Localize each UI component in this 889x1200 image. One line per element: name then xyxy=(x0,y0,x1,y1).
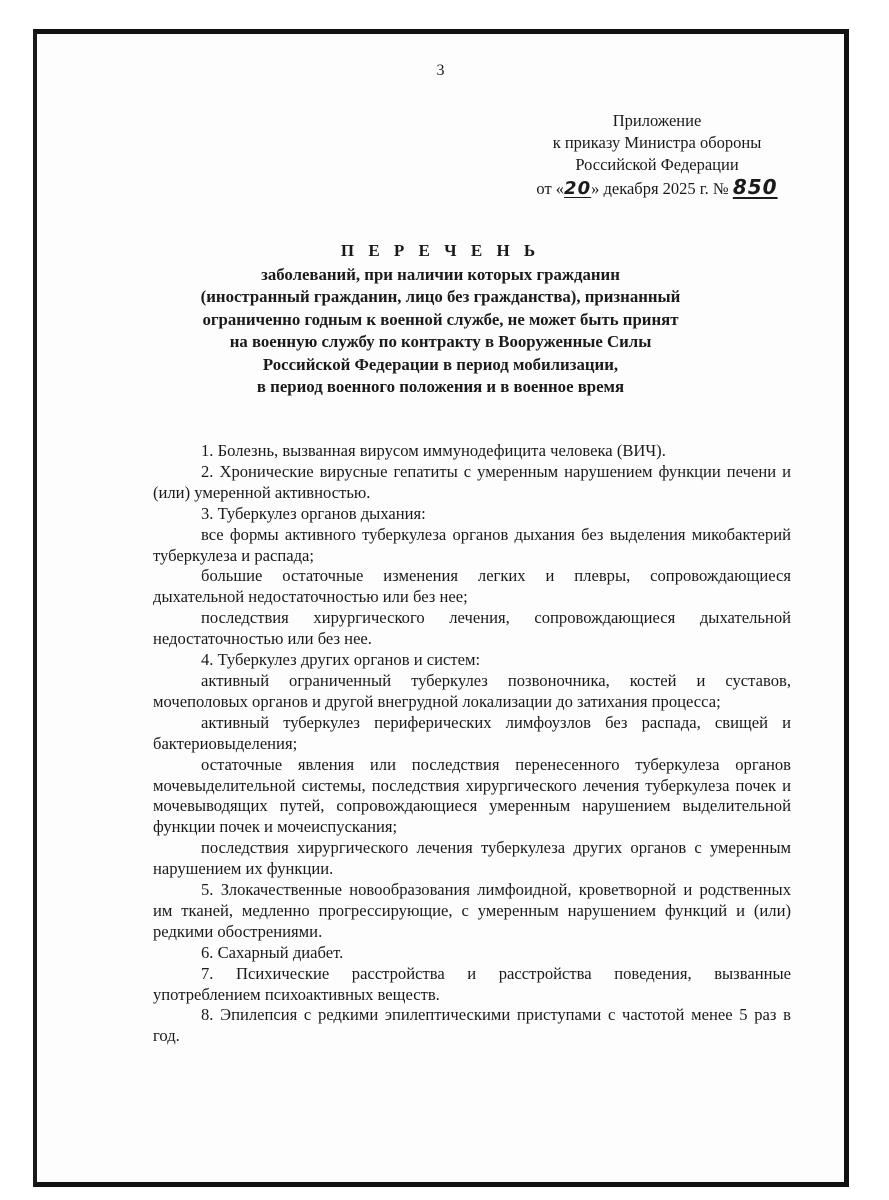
list-subitem: последствия хирургического лечения туберкулеза других органов с умеренным нарушением их функции. xyxy=(153,838,791,879)
page-number: 3 xyxy=(436,62,445,79)
list-subitem: остаточные явления или последствия перенесенного туберкулеза органов мочевыделительной системы, последствия хирургического лечения туберкулеза почек и мочевыводящих путей, сопровождающиеся умеренным нарушением выделительной функции почек и мочеиспускания; xyxy=(153,754,791,837)
list-item: 6. Сахарный диабет. xyxy=(201,942,344,962)
document-page xyxy=(33,29,849,1187)
date-prefix: от « xyxy=(536,179,565,198)
title-heading: П Е Р Е Ч Е Н Ь xyxy=(340,241,541,260)
appendix-order-line: к приказу Министра обороны xyxy=(552,133,762,152)
appendix-block xyxy=(507,110,807,200)
appendix-title: Приложение xyxy=(612,111,702,130)
list-item: 8. Эпилепсия с редкими эпилептическими приступами с частотой менее 5 раз в год. xyxy=(153,1005,791,1046)
list-item: 1. Болезнь, вызванная вирусом иммунодефицита человека (ВИЧ). xyxy=(201,441,666,460)
title-line: Российской Федерации в период мобилизации, xyxy=(262,354,619,374)
handwritten-day: 20 xyxy=(564,178,592,199)
date-middle: » декабря 2025 г. № xyxy=(591,179,733,198)
handwritten-order-number: 850 xyxy=(732,175,778,199)
appendix-date-line xyxy=(507,176,807,200)
list-subitem: большие остаточные изменения легких и плевры, сопровождающиеся дыхательной недостаточностью или без нее; xyxy=(153,566,791,607)
title-line: заболеваний, при наличии которых гражданин xyxy=(261,264,620,284)
list-item: 4. Туберкулез других органов и систем: xyxy=(201,650,481,670)
title-line: на военную службу по контракту в Вооруженные Силы xyxy=(229,332,652,351)
title-line: в период военного положения и в военное время xyxy=(256,377,625,396)
list-item: 7. Психические расстройства и расстройства поведения, вызванные употреблением психоактивных веществ. xyxy=(153,963,791,1004)
list-item: 2. Хронические вирусные гепатиты с умеренным нарушением функции печени и (или) умеренной активностью. xyxy=(153,461,791,502)
disease-list xyxy=(153,441,791,1047)
appendix-country-line: Российской Федерации xyxy=(575,155,739,174)
list-subitem: активный туберкулез периферических лимфоузлов без распада, свищей и бактериовыделения; xyxy=(153,712,791,753)
list-item: 5. Злокачественные новообразования лимфоидной, кроветворной и родственных им тканей, медленно прогрессирующие, с умеренным нарушением функций и (или) редкими обострениями. xyxy=(153,880,791,941)
document-title xyxy=(37,240,844,399)
list-subitem: активный ограниченный туберкулез позвоночника, костей и суставов, мочеполовых органов и другой внегрудной локализации до затихания процесса; xyxy=(153,670,791,711)
list-item: 3. Туберкулез органов дыхания: xyxy=(201,503,426,523)
title-line: ограниченно годным к военной службе, не может быть принят xyxy=(202,309,679,329)
list-subitem: все формы активного туберкулеза органов дыхания без выделения микобактерий туберкулеза и распада; xyxy=(153,524,791,565)
title-line: (иностранный гражданин, лицо без гражданства), признанный xyxy=(200,287,681,306)
list-subitem: последствия хирургического лечения, сопровождающиеся дыхательной недостаточностью или без нее. xyxy=(153,608,791,649)
